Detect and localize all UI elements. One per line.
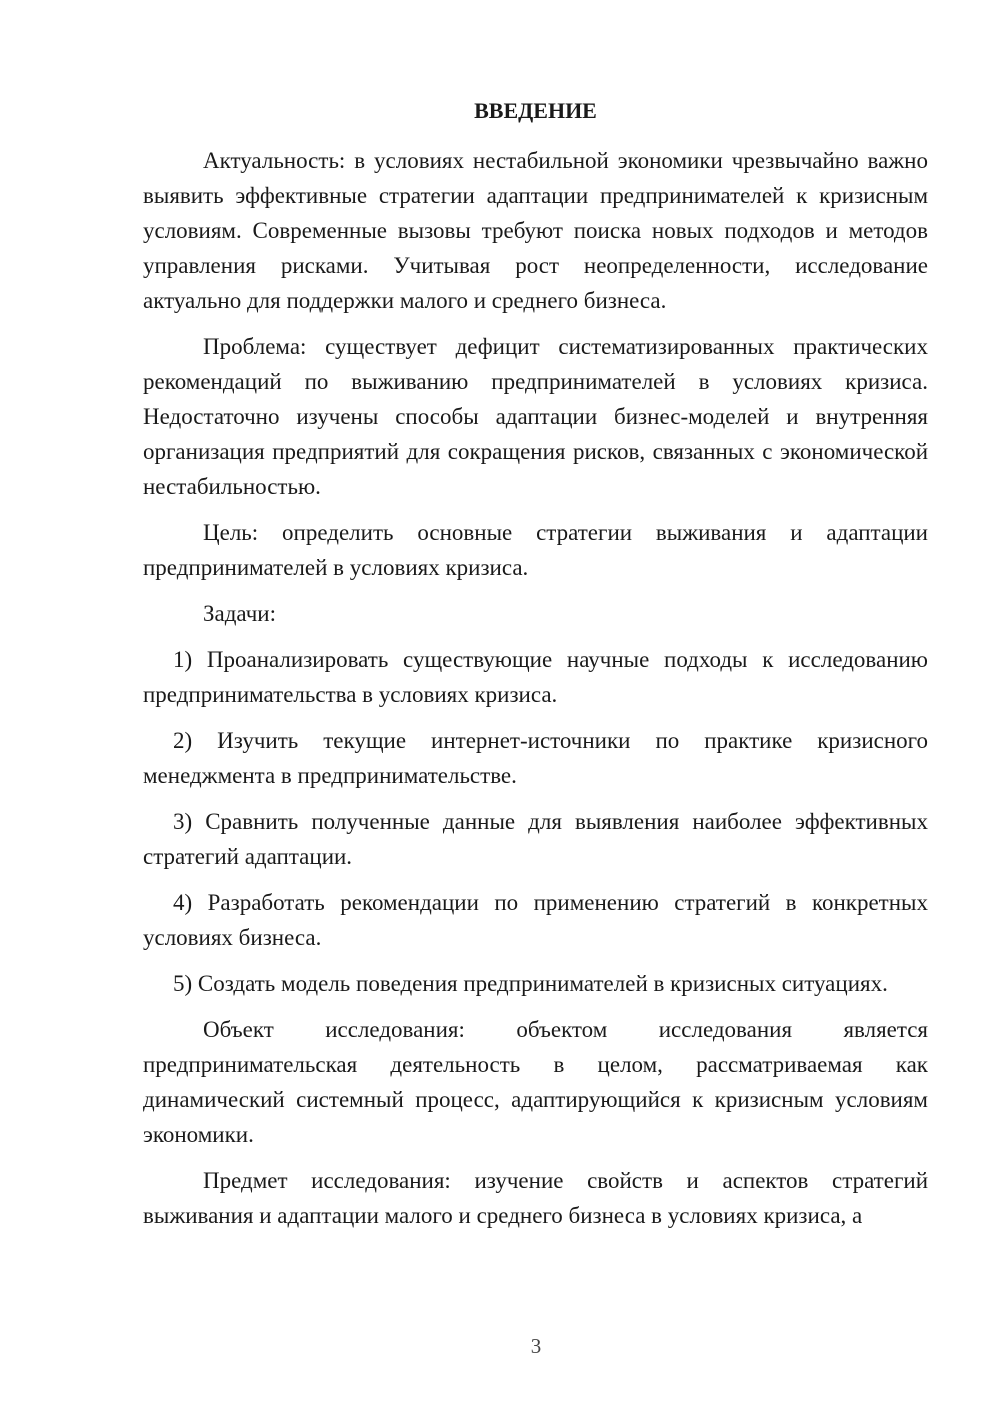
paragraph-tasks-label: Задачи:	[203, 601, 276, 626]
page-content	[143, 96, 928, 1244]
task-item-5: 5) Создать модель поведения предпринимателей в кризисных ситуациях.	[173, 971, 888, 996]
section-heading: ВВЕДЕНИЕ	[474, 98, 597, 123]
paragraph-relevance: Актуальность: в условиях нестабильной экономики чрезвычайно важно выявить эффективные стратегии адаптации предпринимателей к кризисным условиям. Современные вызовы требуют поиска новых подходов и методов управления рисками. Учитывая рост неопределенности, исследование актуально для поддержки малого и среднего бизнеса.	[143, 148, 928, 313]
task-item-2: 2) Изучить текущие интернет-источники по практике кризисного менеджмента в предпринимательстве.	[143, 728, 928, 788]
page-number: 3	[530, 1334, 542, 1358]
paragraph-subject: Предмет исследования: изучение свойств и аспектов стратегий выживания и адаптации малого и среднего бизнеса в условиях кризиса, а	[143, 1168, 928, 1228]
paragraph-goal: Цель: определить основные стратегии выживания и адаптации предпринимателей в условиях кризиса.	[143, 520, 928, 580]
task-item-4: 4) Разработать рекомендации по применению стратегий в конкретных условиях бизнеса.	[143, 890, 928, 950]
task-item-3: 3) Сравнить полученные данные для выявления наиболее эффективных стратегий адаптации.	[143, 809, 928, 869]
paragraph-object: Объект исследования: объектом исследования является предпринимательская деятельность в целом, рассматриваемая как динамический системный процесс, адаптирующийся к кризисным условиям экономики.	[143, 1017, 928, 1147]
task-item-1: 1) Проанализировать существующие научные подходы к исследованию предпринимательства в условиях кризиса.	[143, 647, 928, 707]
paragraph-problem: Проблема: существует дефицит систематизированных практических рекомендаций по выживанию предпринимателей в условиях кризиса. Недостаточно изучены способы адаптации бизнес-моделей и внутренняя организация предприятий для сокращения рисков, связанных с экономической нестабильностью.	[143, 334, 928, 499]
